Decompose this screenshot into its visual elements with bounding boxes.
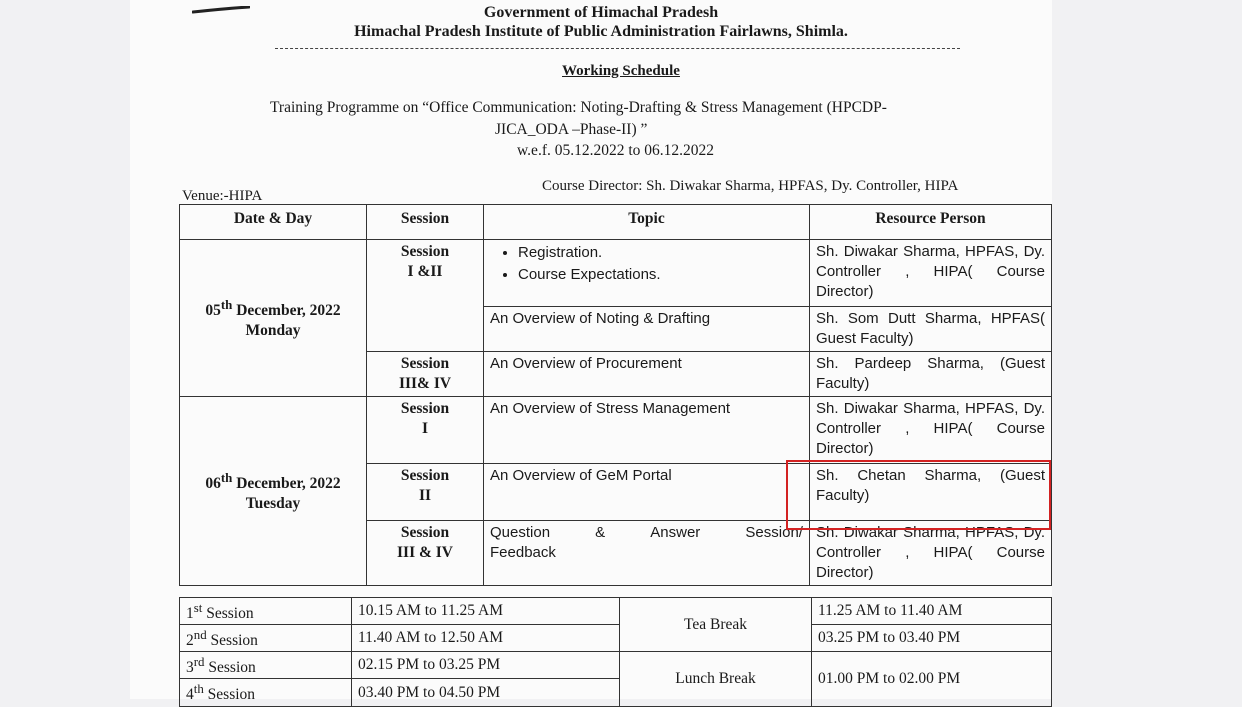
course-director-label: Course Director: Sh. Diwakar Sharma, HPFAS, Dy. Controller, HIPA <box>542 178 959 194</box>
lunch-break-label: Lunch Break <box>620 652 812 706</box>
institute-title: Himachal Pradesh Institute of Public Administration Fairlawns, Shimla. <box>354 23 848 40</box>
resource-person-cell: Sh. Pardeep Sharma, (Guest Faculty) <box>810 352 1052 397</box>
session-cell: Session I <box>367 397 484 464</box>
government-title: Government of Himachal Pradesh <box>483 4 719 21</box>
resource-person-cell: Sh. Diwakar Sharma, HPFAS, Dy. Controller , HIPA( Course Director) <box>810 397 1052 464</box>
day2-weekday: Tuesday <box>245 495 301 513</box>
lunch-break-time: 01.00 PM to 02.00 PM <box>812 652 1052 706</box>
timing-session-time: 03.40 PM to 04.50 PM <box>352 679 620 706</box>
header-divider <box>275 48 960 49</box>
topic-cell: An Overview of Procurement <box>484 352 810 397</box>
day2-date-cell: 06th December, 2022 Tuesday <box>180 397 367 586</box>
header-session: Session <box>367 205 484 240</box>
day1-date-cell: 05th December, 2022 Monday <box>180 240 367 397</box>
table-row <box>180 240 1052 307</box>
timing-session-time: 10.15 AM to 11.25 AM <box>352 598 620 625</box>
session-cell: Session III& IV <box>367 352 484 397</box>
timing-session-label: 1st Session <box>180 598 352 625</box>
table-row <box>180 397 1052 464</box>
list-item: • Registration. <box>518 242 803 264</box>
header-resource-person: Resource Person <box>810 205 1052 240</box>
day1-weekday: Monday <box>245 322 301 340</box>
session-cell: Session I &II <box>367 240 484 352</box>
timing-session-label: 2nd Session <box>180 625 352 652</box>
topic-cell: Question & Answer Session/ Feedback <box>484 521 810 586</box>
header-date-day: Date & Day <box>180 205 367 240</box>
topic-cell: An Overview of Noting & Drafting <box>484 307 810 352</box>
resource-person-cell: Sh. Diwakar Sharma, HPFAS, Dy. Controller , HIPA( Course Director) <box>810 521 1052 586</box>
topic-cell <box>484 240 810 307</box>
list-item: • Course Expectations. <box>518 264 803 286</box>
timing-session-label: 4th Session <box>180 679 352 706</box>
table-header-row <box>180 205 1052 240</box>
session-cell: Session III & IV <box>367 521 484 586</box>
header-topic: Topic <box>484 205 810 240</box>
tea-break-label: Tea Break <box>620 598 812 652</box>
tea-break-time: 03.25 PM to 03.40 PM <box>812 625 1052 652</box>
working-schedule-heading: Working Schedule <box>562 63 680 79</box>
timing-session-time: 02.15 PM to 03.25 PM <box>352 652 620 679</box>
timing-row <box>180 652 1052 679</box>
document-page <box>130 0 1052 704</box>
resource-person-cell: Sh. Som Dutt Sharma, HPFAS( Guest Faculty) <box>810 307 1052 352</box>
timing-session-label: 3rd Session <box>180 652 352 679</box>
timing-session-time: 11.40 AM to 12.50 AM <box>352 625 620 652</box>
session-cell: Session II <box>367 464 484 521</box>
resource-person-cell: Sh. Chetan Sharma, (Guest Faculty) <box>810 464 1052 521</box>
programme-dates: w.e.f. 05.12.2022 to 06.12.2022 <box>517 142 715 159</box>
topic-cell: An Overview of Stress Management <box>484 397 810 464</box>
programme-title-line2: JICA_ODA –Phase-II) ” <box>495 121 648 138</box>
timing-row <box>180 625 1052 652</box>
tea-break-time: 11.25 AM to 11.40 AM <box>812 598 1052 625</box>
session-timing-table <box>179 597 1052 707</box>
programme-title-line1: Training Programme on “Office Communication: Noting-Drafting & Stress Management (HPCDP- <box>270 99 887 116</box>
topic-cell: An Overview of GeM Portal <box>484 464 810 521</box>
resource-person-cell: Sh. Diwakar Sharma, HPFAS, Dy. Controller , HIPA( Course Director) <box>810 240 1052 307</box>
venue-label: Venue:-HIPA <box>182 188 263 204</box>
timing-row <box>180 598 1052 625</box>
highlight-box <box>786 460 1051 530</box>
